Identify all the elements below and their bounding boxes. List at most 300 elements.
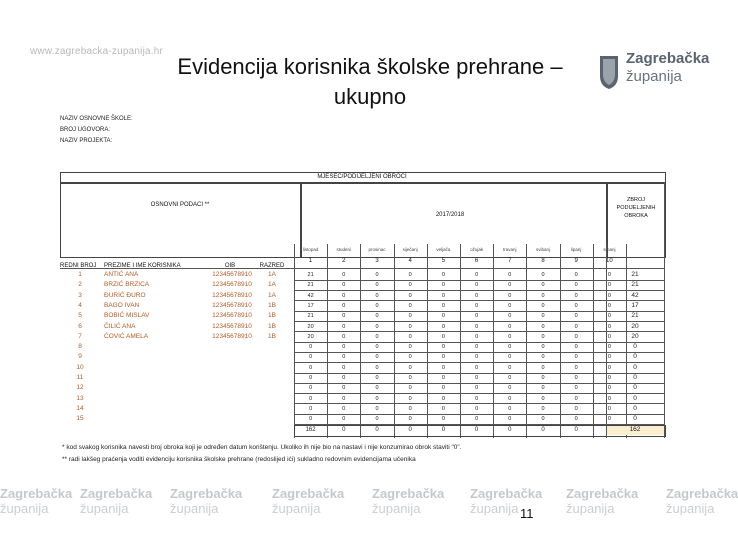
col-header-no: REDNI BROJ [60, 263, 97, 269]
row-month-value: 0 [607, 395, 611, 402]
month-label: ožujak [470, 247, 484, 252]
logo-line-2: županija [626, 68, 682, 85]
row-number: 10 [76, 363, 84, 371]
row-month-value: 0 [441, 302, 445, 309]
row-month-value: 0 [574, 364, 578, 371]
row-name [104, 363, 200, 373]
row-month-value: 0 [508, 323, 512, 330]
row-month-value: 0 [574, 395, 578, 402]
row-month-value: 0 [375, 405, 379, 412]
watermark-logo [372, 486, 444, 516]
row-month-value: 0 [408, 364, 412, 371]
month-label: siječanj [402, 247, 418, 252]
row-total: 0 [633, 343, 637, 351]
row-month-value: 0 [475, 344, 479, 351]
watermark-logo [272, 486, 344, 516]
row-month-value: 0 [508, 405, 512, 412]
row-month-value: 0 [475, 282, 479, 289]
title-line-1: Evidencija korisnika školske prehrane – [177, 54, 563, 79]
row-month-value: 0 [541, 282, 545, 289]
row-name: ĐURIĆ ĐURO [104, 291, 146, 299]
row-month-value: 0 [342, 405, 346, 412]
row-oib: 12345678910 [212, 281, 252, 289]
row-month-value: 0 [441, 385, 445, 392]
row-month-value: 0 [441, 313, 445, 320]
row-month-value: 0 [342, 323, 346, 330]
row-name: ANTIĆ ANA [104, 271, 139, 278]
row-month-value: 0 [508, 333, 512, 340]
row-month-value: 0 [375, 385, 379, 392]
row-month-value: 0 [441, 282, 445, 289]
row-grade: 1A [268, 291, 276, 299]
row-oib [200, 352, 264, 362]
row-month-value: 0 [441, 364, 445, 371]
month-number: 1 [308, 258, 313, 264]
row-month-value: 0 [375, 282, 379, 289]
row-grade: 1A [268, 281, 276, 289]
watermark-logo [0, 486, 72, 516]
row-name [104, 352, 200, 362]
row-oib [200, 383, 264, 393]
row-name [104, 414, 200, 424]
row-month-value: 0 [475, 405, 479, 412]
row-name: ĆOVIĆ AMELA [104, 332, 149, 340]
row-month-value: 0 [574, 354, 578, 361]
month-number: 5 [441, 258, 446, 264]
row-total: 0 [633, 363, 637, 371]
row-number: 3 [78, 291, 82, 299]
row-month-value: 0 [408, 405, 412, 412]
row-grade: 1B [268, 322, 276, 330]
row-month-value: 0 [375, 272, 379, 278]
row-month-value: 0 [475, 375, 479, 381]
row-month-value: 0 [541, 323, 545, 330]
row-grade [258, 414, 286, 424]
row-month-value: 0 [342, 313, 346, 320]
row-month-value: 0 [607, 292, 611, 299]
row-month-value: 0 [607, 313, 611, 320]
row-month-value: 0 [508, 395, 512, 402]
row-month-value: 0 [342, 375, 346, 381]
month-label: svibanj [535, 247, 550, 252]
row-month-value: 0 [541, 333, 545, 340]
row-month-value: 0 [541, 385, 545, 392]
row-month-value: 0 [441, 354, 445, 361]
col-header-oib: OIB [224, 263, 236, 269]
month-header: MJESEC/PODIJELJENI OBROCI [317, 174, 407, 180]
row-number: 6 [78, 322, 82, 330]
watermark-line-1: Zagrebačka [0, 486, 73, 501]
watermark-line-1: Zagrebačka [80, 486, 153, 501]
row-month-value: 0 [607, 385, 611, 392]
year-header: 2017/2018 [435, 212, 465, 218]
row-oib [200, 394, 264, 404]
row-month-value: 0 [574, 302, 578, 309]
row-month-value: 0 [475, 292, 479, 299]
grid-vertical [606, 244, 607, 438]
row-oib [200, 414, 264, 424]
row-oib [200, 404, 264, 414]
row-grade [258, 342, 286, 352]
row-month-value: 0 [508, 302, 512, 309]
row-month-value: 0 [408, 354, 412, 361]
contract-number-label: BROJ UGOVORA: [60, 127, 111, 133]
row-number: 14 [76, 404, 84, 412]
row-month-value: 0 [574, 323, 578, 330]
row-oib [200, 342, 264, 352]
row-month-value: 0 [408, 344, 412, 351]
row-month-value: 0 [475, 302, 479, 309]
row-month-value: 0 [508, 385, 512, 392]
row-month-value: 0 [441, 344, 445, 351]
row-name: BAGO IVAN [104, 301, 140, 309]
row-month-value: 0 [574, 333, 578, 340]
footnote-2: ** radi lakšeg praćenja voditi evidenciju korisnika školske prehrane (redoslijed ići) sukladno redovnim evidencijama učenika [62, 456, 416, 463]
row-month-value: 0 [541, 416, 545, 423]
sum-row-box [294, 425, 666, 437]
row-month-value: 0 [574, 385, 578, 392]
row-month-value: 0 [408, 272, 412, 278]
row-month-value: 0 [607, 302, 611, 309]
watermark-line-2: županija [272, 501, 321, 516]
row-month-value: 0 [375, 302, 379, 309]
row-month-value: 0 [441, 333, 445, 340]
row-month-value: 0 [342, 416, 346, 423]
row-month-value: 0 [408, 375, 412, 381]
row-name: ČILIĆ ANA [104, 322, 136, 330]
row-month-value: 0 [342, 354, 346, 361]
watermark-logo [470, 486, 542, 516]
row-name: BRZIĆ BRZICA [104, 281, 150, 289]
row-number: 1 [78, 271, 82, 278]
month-number: 3 [375, 258, 379, 264]
row-month-value: 0 [375, 344, 379, 351]
row-month-value: 0 [574, 405, 578, 412]
row-oib: 12345678910 [212, 322, 252, 330]
row-month-value: 0 [574, 292, 578, 299]
row-month-value: 0 [375, 333, 379, 340]
row-total: 0 [633, 384, 637, 392]
row-total: 21 [631, 312, 639, 320]
footnote-1: * kod svakog korisnika navesti broj obroka koji je određen datum korištenju. Ukoliko ih nije bio na nastavi i nije konzumirao obrok staviti "0". [62, 444, 462, 451]
header-underline [60, 268, 664, 269]
month-label: veljača [436, 247, 451, 252]
watermark-line-2: županija [372, 501, 421, 516]
month-label: lipanj [570, 247, 582, 252]
row-month-value: 0 [541, 272, 545, 278]
row-month-value: 0 [508, 354, 512, 361]
month-label: travanj [503, 247, 517, 252]
row-month-value: 0 [375, 395, 379, 402]
row-month-value: 0 [441, 272, 445, 278]
page-number: 11 [520, 506, 534, 521]
month-label: srpanj [603, 247, 616, 252]
row-month-value: 0 [508, 272, 512, 278]
row-month-value: 0 [607, 323, 611, 330]
row-name [104, 383, 200, 393]
row-month-value: 0 [607, 272, 611, 278]
basic-info-box [60, 182, 302, 258]
row-number: 7 [78, 332, 82, 340]
row-month-value: 0 [574, 416, 578, 423]
watermark-line-2: županija [566, 501, 615, 516]
row-month-value: 0 [309, 375, 313, 381]
row-month-value: 0 [342, 302, 346, 309]
title-line-2: ukupno [333, 84, 407, 109]
row-month-value: 0 [342, 272, 346, 278]
row-total: 21 [631, 271, 639, 278]
row-month-value: 0 [408, 292, 412, 299]
row-month-value: 0 [441, 375, 445, 381]
watermark-logo [170, 486, 242, 516]
row-number: 15 [76, 415, 84, 423]
row-month-value: 21 [307, 272, 314, 278]
row-month-value: 0 [342, 282, 346, 289]
row-month-value: 0 [574, 344, 578, 351]
row-month-value: 0 [309, 395, 313, 402]
row-month-value: 0 [541, 292, 545, 299]
row-month-value: 0 [607, 344, 611, 351]
watermark-line-1: Zagrebačka [170, 486, 243, 501]
website-url: www.zagrebacka-zupanija.hr [30, 46, 164, 57]
row-oib: 12345678910 [212, 332, 252, 340]
logo-line-1: Zagrebačka [626, 50, 710, 67]
month-number: 8 [541, 258, 545, 264]
school-name-label: NAZIV OSNOVNE ŠKOLE: [60, 116, 133, 122]
month-number: 7 [508, 258, 512, 264]
watermark-line-1: Zagrebačka [470, 486, 543, 501]
row-month-value: 0 [441, 292, 445, 299]
basic-info-header: OSNOVNI PODACI ** [150, 202, 210, 208]
month-number: 4 [408, 258, 412, 264]
row-month-value: 0 [607, 416, 611, 423]
watermark-line-1: Zagrebačka [566, 486, 639, 501]
row-grade: 1B [268, 301, 276, 309]
row-oib: 12345678910 [212, 291, 252, 299]
watermark-line-1: Zagrebačka [272, 486, 345, 501]
row-name [104, 394, 200, 404]
row-month-value: 0 [541, 313, 545, 320]
row-month-value: 0 [408, 302, 412, 309]
row-month-value: 0 [475, 323, 479, 330]
sum-month-value: 0 [574, 426, 578, 433]
watermark-line-2: županija [170, 501, 219, 516]
row-month-value: 0 [342, 395, 346, 402]
sum-month-value: 0 [375, 426, 379, 433]
row-oib: 12345678910 [212, 312, 252, 320]
row-month-value: 0 [541, 302, 545, 309]
month-number: 9 [574, 258, 578, 264]
row-month-value: 0 [607, 354, 611, 361]
row-month-value: 0 [342, 344, 346, 351]
row-grade [258, 383, 286, 393]
row-total: 20 [631, 332, 639, 340]
sum-month-value: 162 [305, 426, 316, 433]
sum-month-value: 0 [342, 426, 346, 433]
sum-month-value: 0 [474, 426, 479, 433]
row-number: 9 [78, 353, 82, 361]
watermark-line-1: Zagrebačka [666, 486, 738, 501]
row-month-value: 0 [342, 364, 346, 371]
row-number: 2 [78, 281, 82, 289]
row-month-value: 0 [475, 395, 479, 402]
row-month-value: 0 [475, 272, 479, 278]
sum-month-value: 0 [508, 426, 512, 433]
row-month-value: 20 [307, 333, 314, 340]
row-month-value: 0 [574, 272, 578, 278]
row-oib [200, 363, 264, 373]
row-oib: 12345678910 [212, 301, 252, 309]
sum-month-value: 0 [408, 426, 412, 433]
row-month-value: 0 [475, 385, 479, 392]
col-header-name: PREZIME I IME KORISNIKA [104, 263, 181, 269]
row-month-value: 0 [309, 416, 313, 423]
row-name [104, 373, 200, 383]
row-total: 0 [633, 404, 637, 412]
row-month-value: 0 [475, 364, 479, 371]
row-total: 20 [631, 322, 639, 330]
watermark-line-2: županija [80, 501, 129, 516]
row-month-value: 17 [307, 302, 314, 309]
row-month-value: 0 [475, 313, 479, 320]
row-month-value: 0 [508, 375, 512, 381]
total-header: ZBROJ PODIJELJENIH OBROKA [616, 197, 656, 219]
row-month-value: 42 [307, 292, 314, 299]
row-month-value: 0 [508, 282, 512, 289]
row-month-value: 0 [408, 395, 412, 402]
watermark-logo [80, 486, 152, 516]
row-month-value: 0 [441, 395, 445, 402]
row-grade [258, 352, 286, 362]
row-month-value: 0 [541, 395, 545, 402]
row-month-value: 0 [541, 405, 545, 412]
row-month-value: 0 [408, 416, 412, 423]
month-label: studeni [336, 247, 352, 252]
month-label: listopad [302, 247, 319, 252]
row-month-value: 0 [541, 375, 545, 381]
row-month-value: 0 [541, 364, 545, 371]
watermark-logo [666, 486, 738, 516]
row-oib [200, 373, 264, 383]
row-month-value: 0 [408, 333, 412, 340]
row-month-value: 21 [307, 313, 314, 320]
row-number: 12 [76, 384, 84, 392]
watermark-line-2: županija [0, 501, 49, 516]
row-month-value: 0 [375, 292, 379, 299]
row-month-value: 0 [342, 333, 346, 340]
row-month-value: 0 [475, 354, 479, 361]
row-month-value: 20 [307, 323, 314, 330]
row-month-value: 0 [607, 333, 611, 340]
row-month-value: 0 [309, 354, 313, 361]
watermark-line-1: Zagrebačka [372, 486, 445, 501]
row-grade [258, 363, 286, 373]
row-month-value: 0 [408, 385, 412, 392]
row-month-value: 0 [574, 375, 578, 381]
row-month-value: 0 [541, 344, 545, 351]
row-total: 0 [633, 415, 637, 423]
row-month-value: 0 [441, 323, 445, 330]
month-label: prosinac [368, 247, 386, 252]
row-month-value: 0 [375, 323, 379, 330]
row-month-value: 0 [375, 416, 379, 423]
row-month-value: 0 [408, 282, 412, 289]
month-number: 10 [606, 258, 613, 264]
row-number: 8 [78, 343, 82, 351]
row-month-value: 0 [475, 416, 479, 423]
row-month-value: 0 [574, 282, 578, 289]
project-name-label: NAZIV PROJEKTA: [60, 138, 113, 144]
row-month-value: 0 [342, 385, 346, 392]
row-month-value: 0 [574, 313, 578, 320]
row-month-value: 0 [508, 416, 512, 423]
row-number: 5 [78, 312, 82, 320]
row-grade [258, 373, 286, 383]
row-month-value: 0 [408, 323, 412, 330]
row-month-value: 0 [607, 405, 611, 412]
row-month-value: 0 [441, 405, 445, 412]
row-month-value: 0 [607, 282, 611, 289]
row-total: 0 [633, 353, 637, 361]
row-number: 11 [76, 374, 84, 381]
row-month-value: 0 [375, 364, 379, 371]
row-month-value: 0 [375, 375, 379, 381]
row-name [104, 342, 200, 352]
row-month-value: 0 [309, 344, 313, 351]
watermark-line-2: županija [470, 501, 519, 516]
row-month-value: 0 [508, 344, 512, 351]
row-grade: 1B [268, 332, 276, 340]
row-total: 21 [631, 281, 639, 289]
row-total: 17 [631, 301, 639, 309]
row-total: 42 [631, 291, 639, 299]
row-month-value: 0 [309, 405, 313, 412]
row-number: 13 [76, 394, 84, 402]
month-number: 2 [342, 258, 346, 264]
row-month-value: 0 [607, 375, 611, 381]
row-month-value: 0 [508, 313, 512, 320]
sum-month-value: 0 [441, 426, 446, 433]
col-header-grade: RAZRED [259, 263, 285, 269]
watermark-logo [566, 486, 638, 516]
row-name: BOBIĆ MISLAV [104, 312, 150, 320]
row-number: 4 [78, 301, 82, 309]
watermark-line-2: županija [666, 501, 715, 516]
row-month-value: 0 [607, 364, 611, 371]
row-total: 0 [633, 394, 637, 402]
row-grade [258, 404, 286, 414]
row-month-value: 0 [408, 313, 412, 320]
sum-month-value: 0 [541, 426, 545, 433]
row-month-value: 21 [307, 282, 314, 289]
row-month-value: 0 [309, 385, 313, 392]
row-grade: 1A [268, 271, 276, 278]
row-month-value: 0 [342, 292, 346, 299]
row-month-value: 0 [309, 364, 313, 371]
row-grade [258, 394, 286, 404]
row-oib: 12345678910 [212, 271, 252, 278]
row-month-value: 0 [508, 292, 512, 299]
row-name [104, 404, 200, 414]
sum-total: 162 [606, 425, 664, 435]
row-month-value: 0 [375, 354, 379, 361]
month-number: 6 [474, 258, 479, 264]
row-month-value: 0 [541, 354, 545, 361]
row-grade: 1B [268, 312, 276, 320]
row-month-value: 0 [441, 416, 445, 423]
row-month-value: 0 [475, 333, 479, 340]
row-total: 0 [633, 374, 637, 381]
